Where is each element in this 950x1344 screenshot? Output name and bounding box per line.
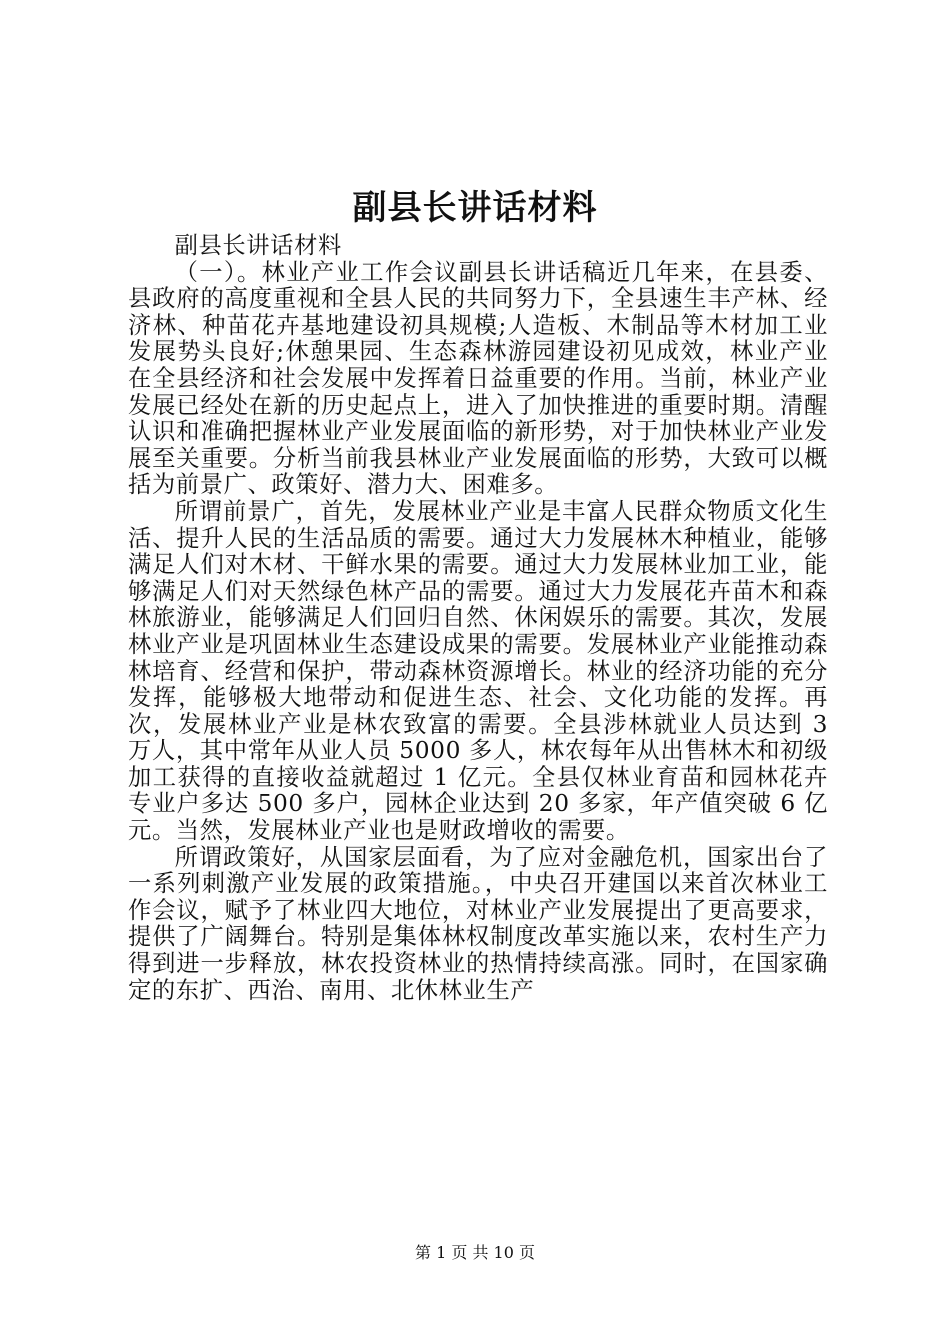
paragraph: 所谓政策好，从国家层面看，为了应对金融危机，国家出台了一系列刺激产业发展的政策措施。，中央召开建国以来首次林业工作会议，赋予了林业四大地位，对林业产业发展提出了更高要求，提供了广阔舞台。特别是集体林权制度改革实施以来，农村生产力得到进一步释放，林农投资林业的热情持续高涨。同时，在国家确定的东扩、西治、南用、北休林业生产 <box>128 843 828 1004</box>
paragraph: 所谓前景广，首先，发展林业产业是丰富人民群众物质文化生活、提升人民的生活品质的需要。通过大力发展林木种植业，能够满足人们对木材、干鲜水果的需要。通过大力发展林业加工业，能够满足人们对天然绿色林产品的需要。通过大力发展花卉苗木和森林旅游业，能够满足人们回归自然、休闲娱乐的需要。其次，发展林业产业是巩固林业生态建设成果的需要。发展林业产业能推动森林培育、经营和保护，带动森林资源增长。林业的经济功能的充分发挥，能够极大地带动和促进生态、社会、文化功能的发挥。再次，发展林业产业是林农致富的需要。全县涉林就业人员达到 3 万人，其中常年从业人员 5000 多人，林农每年从出售林木和初级加工获得的直接收益就超过 1 亿元。全县仅林业育苗和园林花卉专业户多达 500 多户，园林企业达到 20 多家，年产值突破 6 亿元。当然，发展林业产业也是财政增收的需要。 <box>128 497 828 845</box>
page-footer: 第 1 页 共 10 页 <box>415 1243 535 1262</box>
paragraph: （一）。林业产业工作会议副县长讲话稿近几年来，在县委、县政府的高度重视和全县人民的共同努力下，全县速生丰产林、经济林、种苗花卉基地建设初具规模;人造板、木制品等木材加工业发展势头良好;休憩果园、生态森林游园建设初见成效，林业产业在全县经济和社会发展中发挥着日益重要的作用。当前，林业产业发展已经处在新的历史起点上，进入了加快推进的重要时期。清醒认识和准确把握林业产业发展面临的新形势，对于加快林业产业发展至关重要。分析当前我县林业产业发展面临的形势，大致可以概括为前景广、政策好、潜力大、困难多。 <box>128 258 828 499</box>
paragraph: 副县长讲话材料 <box>174 232 342 259</box>
page-title: 副县长讲话材料 <box>352 188 598 228</box>
document-body <box>128 233 828 1004</box>
